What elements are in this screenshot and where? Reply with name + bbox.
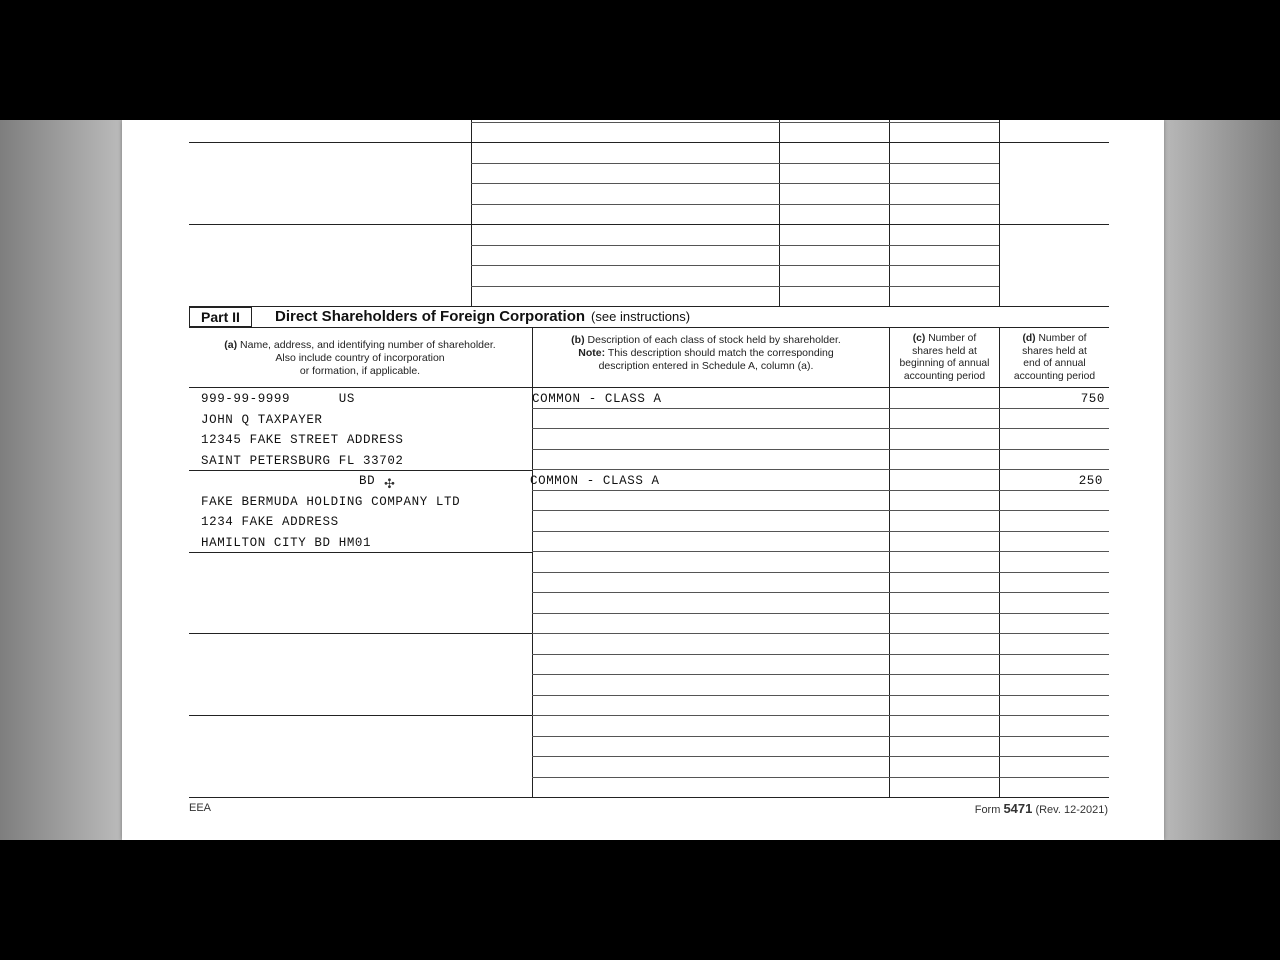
cursor-move-icon: ✣ xyxy=(384,476,395,491)
stock-row-line xyxy=(532,613,1109,614)
column-c-line4: accounting period xyxy=(903,370,986,382)
column-c-line1: Number of xyxy=(928,333,977,344)
stock-row-line xyxy=(532,777,1109,778)
stock-row-line xyxy=(532,449,1109,450)
column-a-line3: or formation, if applicable. xyxy=(299,365,421,377)
form-page xyxy=(122,120,1164,840)
column-d-line3: end of annual xyxy=(1023,358,1086,369)
stock-row-line xyxy=(532,531,1109,532)
column-b-line3: description entered in Schedule A, column (a). xyxy=(598,360,814,372)
shareholder-1-shares-end: 750 xyxy=(1080,392,1105,406)
stock-row-line xyxy=(532,715,1109,716)
stock-row-line xyxy=(532,408,1109,409)
shareholder-2-name: FAKE BERMUDA HOLDING COMPANY LTD xyxy=(201,495,461,509)
shareholder-2-id: BD xyxy=(359,474,376,488)
table-header-bottom-line xyxy=(189,387,1109,388)
column-d-letter: (d) xyxy=(1022,333,1036,344)
column-divider-bc xyxy=(889,327,890,798)
shareholder-1-address2: SAINT PETERSBURG FL 33702 xyxy=(201,454,404,468)
column-c-header xyxy=(890,333,999,383)
column-b-text: Description of each class of stock held by shareholder. xyxy=(587,334,841,346)
stock-row-line xyxy=(532,572,1109,573)
column-a-line2: Also include country of incorporation xyxy=(275,352,445,364)
stock-row-line xyxy=(532,510,1109,511)
column-b-header xyxy=(533,334,879,373)
part-heading-bottom-line xyxy=(189,327,1109,328)
table-bottom-line xyxy=(189,797,1109,798)
shareholder-block-line xyxy=(189,470,532,471)
column-d-line2: shares held at xyxy=(1022,345,1087,357)
top-table-subrow xyxy=(471,204,999,205)
stock-row-line xyxy=(532,756,1109,757)
shareholder-block-line xyxy=(189,715,532,716)
stock-row-line xyxy=(532,654,1109,655)
top-letterbox xyxy=(0,0,1280,120)
part-title-note: (see instructions) xyxy=(591,309,691,324)
part-title xyxy=(275,308,690,325)
column-c-line3: beginning of annual xyxy=(899,358,990,369)
stock-row-line xyxy=(532,428,1109,429)
bottom-letterbox xyxy=(0,840,1280,960)
column-d-line1: Number of xyxy=(1038,333,1087,344)
top-table-row-line xyxy=(189,142,1109,143)
column-b-note-text: This description should match the corresponding xyxy=(607,347,834,359)
document-viewer[interactable] xyxy=(0,120,1280,840)
stock-row-line xyxy=(532,551,1109,552)
column-c-letter: (c) xyxy=(912,333,926,344)
stock-row-line xyxy=(532,736,1109,737)
part-title-text: Direct Shareholders of Foreign Corporation xyxy=(275,308,586,325)
stock-row-line xyxy=(532,490,1109,491)
stock-row-line xyxy=(532,674,1109,675)
shareholder-2-address1: 1234 FAKE ADDRESS xyxy=(201,515,339,529)
stock-row-line xyxy=(532,633,1109,634)
shareholder-1-address1: 12345 FAKE STREET ADDRESS xyxy=(201,433,404,447)
column-c-line2: shares held at xyxy=(912,345,977,357)
top-table-bottom-line xyxy=(189,306,1109,307)
footer-form-number: 5471 xyxy=(1003,801,1033,816)
column-d-header xyxy=(1000,333,1109,383)
stock-row-line xyxy=(532,592,1109,593)
column-b-note-label: Note: xyxy=(578,347,606,359)
top-table-vline xyxy=(471,120,472,306)
footer-form-prefix: Form xyxy=(974,804,1001,816)
shareholder-1-stock-class: COMMON - CLASS A xyxy=(532,392,662,406)
shareholder-2-address2: HAMILTON CITY BD HM01 xyxy=(201,536,372,550)
column-d-line4: accounting period xyxy=(1013,370,1096,382)
column-b-letter: (b) xyxy=(571,334,585,346)
footer-code: EEA xyxy=(189,802,212,814)
shareholder-2-shares-end: 250 xyxy=(1078,474,1103,488)
column-a-letter: (a) xyxy=(224,339,238,351)
top-table-vline xyxy=(999,120,1000,306)
shareholder-2-stock-class: COMMON - CLASS A xyxy=(530,474,660,488)
top-table-row-line xyxy=(189,224,1109,225)
top-table-subrow xyxy=(471,265,999,266)
shareholder-1-name: JOHN Q TAXPAYER xyxy=(201,413,323,427)
top-table-subrow xyxy=(471,286,999,287)
part-label: Part II xyxy=(189,307,252,327)
top-table-subrow xyxy=(471,163,999,164)
top-table-subrow xyxy=(471,183,999,184)
column-a-text: Name, address, and identifying number of shareholder. xyxy=(240,339,496,351)
top-table-vline xyxy=(889,120,890,306)
stock-row-line xyxy=(532,695,1109,696)
shareholder-block-line xyxy=(189,552,532,553)
top-table-subrow xyxy=(471,245,999,246)
footer-form-id xyxy=(975,801,1108,816)
footer-revision: (Rev. 12-2021) xyxy=(1035,804,1108,816)
top-table-vline xyxy=(779,120,780,306)
column-a-header xyxy=(189,339,531,378)
top-table-subrow xyxy=(471,122,999,123)
stock-row-line xyxy=(532,469,1109,470)
shareholder-block-line xyxy=(189,633,532,634)
shareholder-1-id: 999-99-9999 US xyxy=(201,392,355,406)
